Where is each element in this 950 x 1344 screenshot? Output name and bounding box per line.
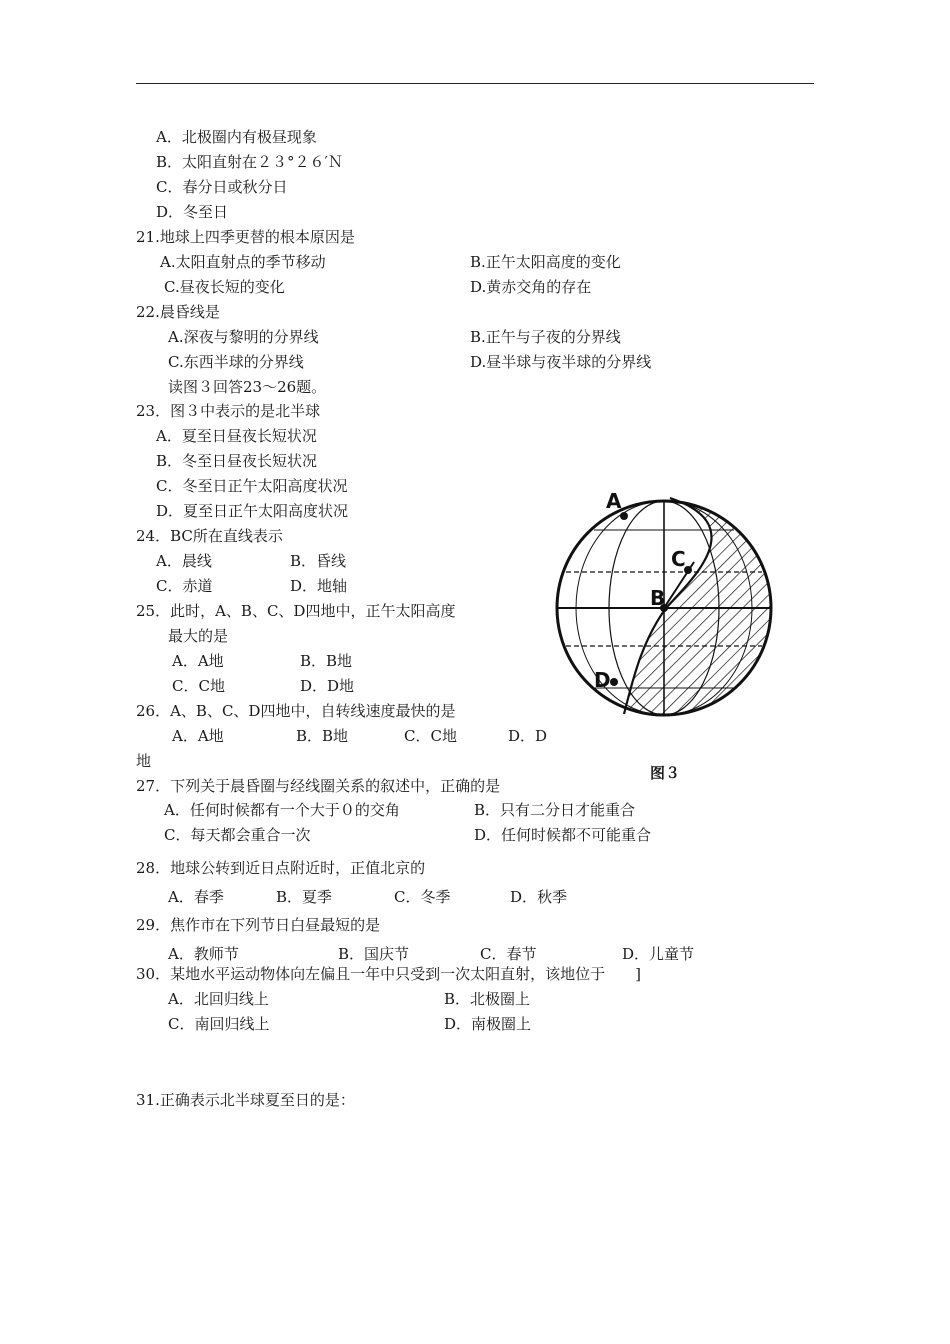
q25-option-c: C．C地 <box>172 677 225 695</box>
q27-option-d: D．任何时候都不可能重合 <box>474 826 652 844</box>
q20-option-c: C．春分日或秋分日 <box>156 178 288 196</box>
q23-option-d: D．夏至日正午太阳高度状况 <box>156 502 349 520</box>
figure-3-globe <box>548 484 788 734</box>
q30-option-b: B．北极圈上 <box>444 990 531 1008</box>
q24-option-d: D．地轴 <box>290 577 348 595</box>
q23-option-c: C．冬至日正午太阳高度状况 <box>156 477 348 495</box>
q28-option-c: C．冬季 <box>394 888 451 906</box>
q29-stem: 29．焦作市在下列节日白昼最短的是 <box>136 916 381 934</box>
q29-option-a: A．教师节 <box>168 945 239 963</box>
q21-option-a: A.太阳直射点的季节移动 <box>160 253 326 271</box>
q28-option-a: A．春季 <box>168 888 224 906</box>
q20-option-d: D．冬至日 <box>156 203 229 221</box>
q25-option-b: B．B地 <box>300 652 353 670</box>
point-a <box>620 512 628 520</box>
q28-option-d: D．秋季 <box>510 888 568 906</box>
q21-option-d: D.黄赤交角的存在 <box>470 278 592 296</box>
q20-option-b: B．太阳直射在２３°２６′Ｎ <box>156 153 343 171</box>
q30-option-d: D．南极圈上 <box>444 1015 532 1033</box>
label-c: C <box>671 547 686 571</box>
q22-option-d: D.昼半球与夜半球的分界线 <box>470 353 652 371</box>
q22-option-a: A.深夜与黎明的分界线 <box>168 328 319 346</box>
q21-stem: 21.地球上四季更替的根本原因是 <box>136 228 355 246</box>
q23-option-b: B．冬至日昼夜长短状况 <box>156 452 318 470</box>
q22-option-b: B.正午与子夜的分界线 <box>470 328 621 346</box>
q27-option-c: C．每天都会重合一次 <box>164 826 311 844</box>
q24-option-a: A．晨线 <box>156 552 212 570</box>
q22-option-c: C.东西半球的分界线 <box>168 353 304 371</box>
q24-option-b: B．昏线 <box>290 552 347 570</box>
q23-option-a: A．夏至日昼夜长短状况 <box>156 427 317 445</box>
label-d: D <box>594 668 611 692</box>
q23-stem: 23．图３中表示的是北半球 <box>136 402 321 420</box>
q26-option-c: C．C地 <box>404 727 457 745</box>
q29-option-b: B．国庆节 <box>338 945 410 963</box>
read-instruction: 读图３回答23～26题。 <box>168 378 327 396</box>
q29-option-c: C．春节 <box>480 945 537 963</box>
q24-stem: 24．BC所在直线表示 <box>136 527 283 545</box>
q25-stem: 25．此时，A、B、C、D四地中，正午太阳高度 <box>136 602 456 620</box>
q28-option-b: B．夏季 <box>276 888 333 906</box>
q25-option-a: A．A地 <box>172 652 224 670</box>
q26-option-d: D．D <box>508 727 548 745</box>
q26-option-b: B．B地 <box>296 727 349 745</box>
q27-stem: 27．下列关于晨昏圈与经线圈关系的叙述中，正确的是 <box>136 777 501 795</box>
q30-stem: 30．某地水平运动物体向左偏且一年中只受到一次太阳直射，该地位于 ] <box>136 965 641 983</box>
q27-option-a: A．任何时候都有一个大于０的交角 <box>164 801 400 819</box>
point-d <box>610 678 618 686</box>
label-b: B <box>650 586 666 610</box>
q28-stem: 28．地球公转到近日点附近时，正值北京的 <box>136 859 426 877</box>
q31-stem: 31.正确表示北半球夏至日的是： <box>136 1091 355 1109</box>
q24-option-c: C．赤道 <box>156 577 213 595</box>
q25-option-d: D．D地 <box>300 677 355 695</box>
q21-option-c: C.昼夜长短的变化 <box>164 278 285 296</box>
q29-option-d: D．儿童节 <box>622 945 695 963</box>
q27-option-b: B．只有二分日才能重合 <box>474 801 636 819</box>
q26-option-a: A．A地 <box>172 727 224 745</box>
q26-stem: 26．A、B、C、D四地中，自转线速度最快的是 <box>136 702 456 720</box>
q22-stem: 22.晨昏线是 <box>136 303 220 321</box>
label-a: A <box>606 489 622 513</box>
q30-option-a: A．北回归线上 <box>168 990 269 1008</box>
q30-option-c: C．南回归线上 <box>168 1015 270 1033</box>
q26-option-d-wrap: 地 <box>136 752 152 770</box>
q21-option-b: B.正午太阳高度的变化 <box>470 253 621 271</box>
figure-caption: 图３ <box>650 764 681 782</box>
q20-option-a: A．北极圈内有极昼现象 <box>156 128 317 146</box>
q25-stem-cont: 最大的是 <box>168 627 229 645</box>
header-rule <box>136 83 814 84</box>
